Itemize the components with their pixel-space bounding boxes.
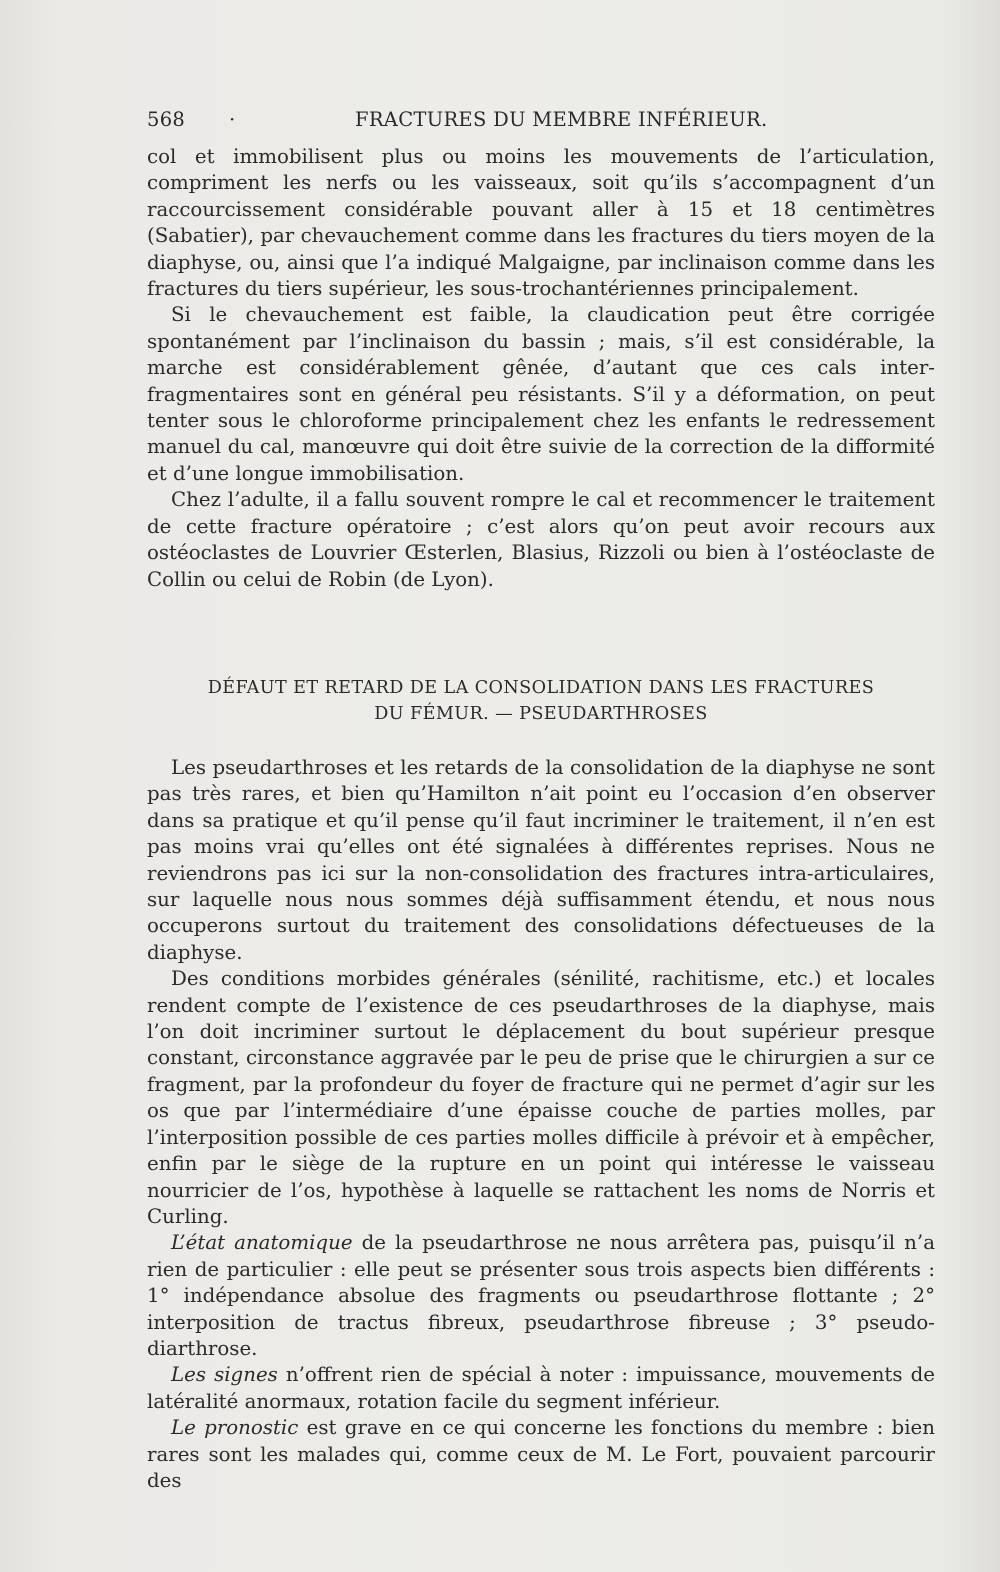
italic-lead-pronostic: Le pronostic xyxy=(171,1416,299,1440)
page-number: 568 xyxy=(147,108,186,131)
italic-lead-etat: L’état anatomique xyxy=(171,1231,353,1255)
paragraph-signes-text: n’offrent rien de spécial à noter : impuissance, mouvements de latéralité anormaux, rotation facile du segment inférieur. xyxy=(147,1363,935,1413)
bottom-text-block xyxy=(147,755,935,1494)
paragraph-conditions: Des conditions morbides générales (sénilité, rachitisme, etc.) et locales rendent compte de l’existence de ces pseudarthroses de la diaphyse, mais l’on doit incriminer surtout le déplacement du bout supérieur presque constant, circonstance aggravée par le peu de prise que le chirurgien a sur ce fragment, par la profondeur du foyer de fracture qui ne permet d’agir sur les os que par l’intermédiaire d’une épaisse couche de parties molles, par l’interposition possible de ces parties molles difficile à prévoir et à empêcher, enfin par le siège de la rupture en un point qui intéresse le vaisseau nourricier de l’os, hypothèse à laquelle se rattachent les noms de Norris et Curling. xyxy=(147,967,935,1228)
paragraph-pronostic xyxy=(147,1415,935,1494)
paragraph-pseudarthroses: Les pseudarthroses et les retards de la consolidation de la diaphyse ne sont pas très rares, et bien qu’Hamilton n’ait point eu l’occasion d’en observer dans sa pratique et qu’il pense qu’il faut incriminer le traitement, il n’en est pas moins vrai qu’elles ont été signalées à différentes reprises. Nous ne reviendrons pas ici sur la non-consolidation des fractures intra-articulaires, sur laquelle nous nous sommes déjà suffisamment étendu, et nous nous occuperons surtout du traitement des consolidations défectueuses de la diaphyse. xyxy=(147,756,935,964)
paragraph-signes xyxy=(147,1362,935,1415)
header-dot: · xyxy=(229,108,236,131)
paragraph-adulte: Chez l’adulte, il a fallu souvent rompre le cal et recommencer le traitement de cette fracture opératoire ; c’est alors qu’on peut avoir recours aux ostéoclastes de Louvrier Œsterlen, Blasius, Rizzoli ou bien à l’ostéoclaste de Collin ou celui de Robin (de Lyon). xyxy=(147,488,935,591)
top-text-block xyxy=(147,144,935,593)
paragraph-pronostic-text: est grave en ce qui concerne les fonctions du membre : bien rares sont les malades qui, comme ceux de M. Le Fort, pouvaient parcourir des xyxy=(147,1416,935,1492)
page-header xyxy=(147,108,934,136)
section-heading xyxy=(147,675,935,727)
paragraph-chevauchement: Si le chevauchement est faible, la claudication peut être corrigée spontanément par l’inclinaison du bassin ; mais, s’il est considérable, la marche est considérablement gênée, d’autant que ces cals inter-fragmentaires sont en général peu résistants. S’il y a déformation, on peut tenter sous le chloroforme principalement chez les enfants le redressement manuel du cal, manœuvre qui doit être suivie de la correction de la difformité et d’une longue immobilisation. xyxy=(147,303,935,485)
section-heading-line-1: DÉFAUT ET RETARD DE LA CONSOLIDATION DANS LES FRACTURES xyxy=(207,678,875,698)
paragraph-etat-text: de la pseudarthrose ne nous arrêtera pas, puisqu’il n’a rien de particulier : elle peut se présenter sous trois aspects bien différents : 1° indépendance absolue des fragments ou pseudarthrose flottante ; 2° interposition de tractus fibreux, pseudarthrose fibreuse ; 3° pseudo-diarthrose. xyxy=(147,1231,935,1360)
section-heading-line-2: DU FÉMUR. — PSEUDARTHROSES xyxy=(374,704,708,724)
paragraph-etat-anatomique xyxy=(147,1230,935,1362)
running-title: FRACTURES DU MEMBRE INFÉRIEUR. xyxy=(355,108,768,131)
italic-lead-signes: Les signes xyxy=(171,1363,278,1387)
paragraph-continuation: col et immobilisent plus ou moins les mouvements de l’articulation, compriment les nerfs ou les vaisseaux, soit qu’ils s’accompagnent d’un raccourcissement considérable pouvant aller à 15 et 18 centimètres (Sabatier), par chevauchement comme dans les fractures du tiers moyen de la diaphyse, ou, ainsi que l’a indiqué Malgaigne, par inclinaison comme dans les fractures du tiers supérieur, les sous-trochantériennes principalement. xyxy=(147,145,935,301)
